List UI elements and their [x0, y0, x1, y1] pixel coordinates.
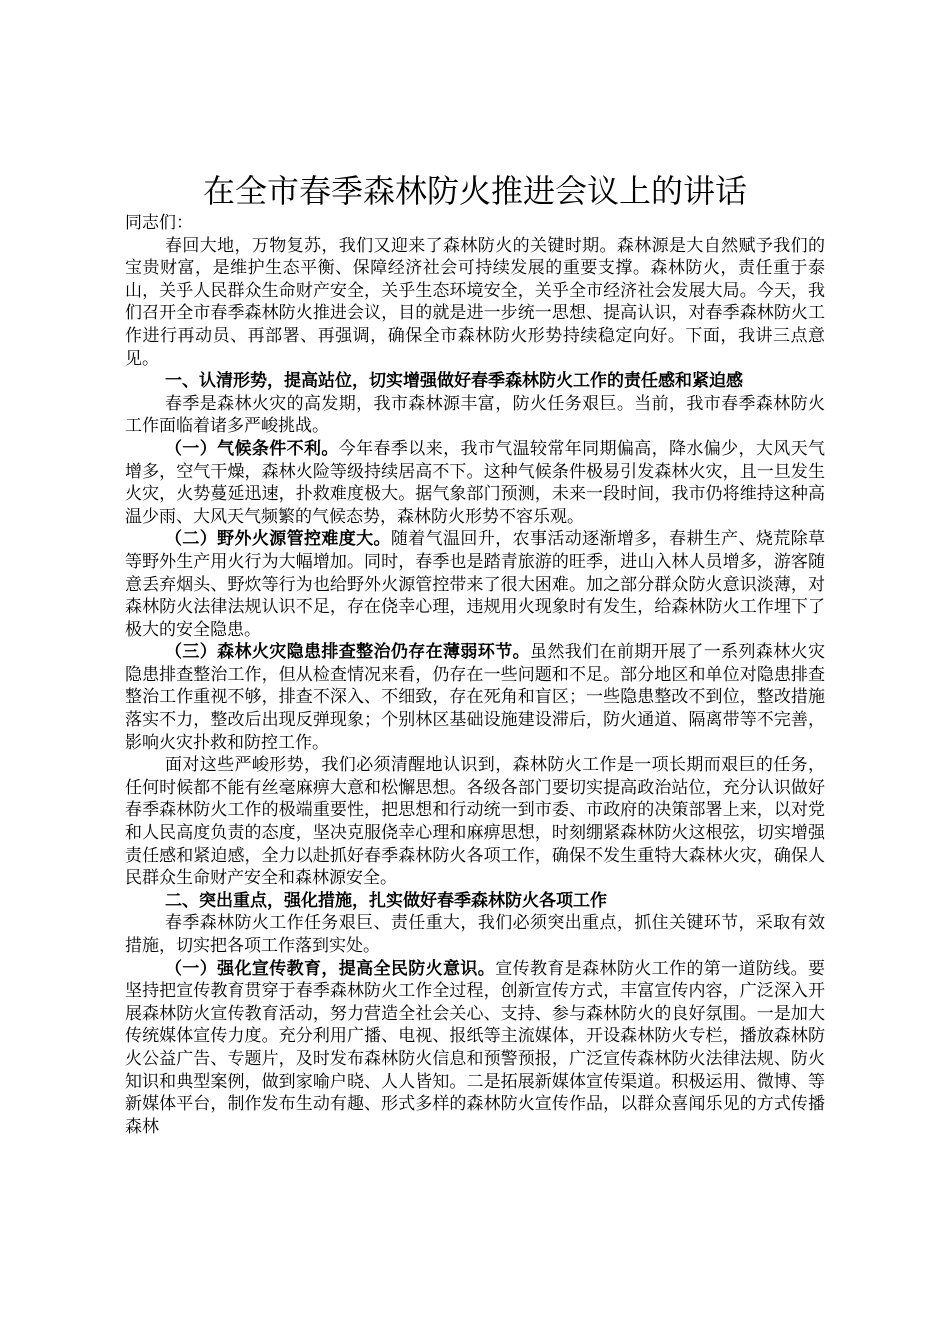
- paragraph-lead: （二）野外火源管控难度大。: [165, 529, 391, 550]
- paragraph-text: 今年春季以来，我市气温较常年同期偏高，降水偏少，大风天气增多，空气干燥，森林火险等级持续居高不下。这种气候条件极易引发森林火灾，且一旦发生火灾，火势蔓延迅速，扑救难度极大。据气象部门预测，未来一段时间，我市仍将维持这种高温少雨、大风天气频繁的气候态势，森林防火形势不容乐观。: [125, 438, 826, 527]
- paragraph: [125, 912, 825, 957]
- paragraph-lead: （一）强化宣传教育，提高全民防火意识。: [165, 958, 496, 979]
- paragraph-lead: （三）森林火灾隐患排查整治仍存在薄弱环节。: [165, 642, 530, 663]
- document-body: [125, 212, 825, 1138]
- paragraph-text: 春回大地，万物复苏，我们又迎来了森林防火的关键时期。森林源是大自然赋予我们的宝贵财富，是维护生态平衡、保障经济社会可持续发展的重要支撑。森林防火，责任重于泰山，关乎人民群众生命财产安全，关乎生态环境安全，关乎全市经济社会发展大局。今天，我们召开全市春季森林防火推进会议，目的就是进一步统一思想、提高认识，对春季森林防火工作进行再动员、再部署、再强调，确保全市森林防火形势持续稳定向好。下面，我讲三点意见。: [125, 235, 825, 369]
- paragraph: [125, 438, 825, 528]
- paragraph-lead: （一）气候条件不利。: [165, 438, 339, 459]
- paragraph: [125, 754, 825, 890]
- paragraph-text: 春季森林防火工作任务艰巨、责任重大，我们必须突出重点，抓住关键环节，采取有效措施，切实把各项工作落到实处。: [125, 913, 825, 956]
- paragraph: [125, 958, 825, 1139]
- paragraph-text: 面对这些严峻形势，我们必须清醒地认识到，森林防火工作是一项长期而艰巨的任务，任何时候都不能有丝毫麻痹大意和松懈思想。各级各部门要切实提高政治站位，充分认识做好春季森林防火工作的极端重要性，把思想和行动统一到市委、市政府的决策部署上来，以对党和人民高度负责的态度，坚决克服侥幸心理和麻痹思想，时刻绷紧森林防火这根弦，切实增强责任感和紧迫感，全力以赴抓好春季森林防火各项工作，确保不发生重特大森林火灾，确保人民群众生命财产安全和森林源安全。: [125, 755, 825, 889]
- paragraph: [125, 393, 825, 438]
- paragraph: [125, 528, 825, 641]
- section-heading: [125, 370, 825, 393]
- paragraph-text: 宣传教育是森林防火工作的第一道防线。要坚持把宣传教育贯穿于春季森林防火工作全过程，创新宣传方式，丰富宣传内容，广泛深入开展森林防火宣传教育活动，努力营造全社会关心、支持、参与森林防火的良好氛围。一是加大传统媒体宣传力度。充分利用广播、电视、报纸等主流媒体，开设森林防火专栏，播放森林防火公益广告、专题片，及时发布森林防火信息和预警预报，广泛宣传森林防火法律法规、防火知识和典型案例，做到家喻户晓、人人皆知。二是拓展新媒体宣传渠道。积极运用、微博、等新媒体平台，制作发布生动有趣、形式多样的森林防火宣传作品，以群众喜闻乐见的方式传播森林: [125, 958, 826, 1137]
- section-heading: [125, 890, 825, 913]
- paragraph-text: 虽然我们在前期开展了一系列森林火灾隐患排查整治工作，但从检查情况来看，仍存在一些问题和不足。部分地区和单位对隐患排查整治工作重视不够，排查不深入、不细致，存在死角和盲区；一些隐患整改不到位，整改措施落实不力，整改后出现反弹现象；个别林区基础设施建设滞后，防火通道、隔离带等不完善，影响火灾扑救和防控工作。: [125, 642, 826, 753]
- document-title: 在全市春季森林防火推进会议上的讲话: [202, 172, 747, 210]
- paragraph-text: 随着气温回升，农事活动逐渐增多，春耕生产、烧荒除草等野外生产用火行为大幅增加。同时，春季也是踏青旅游的旺季，进山入林人员增多，游客随意丢弃烟头、野炊等行为也给野外火源管控带来了很大困难。加之部分群众防火意识淡薄，对森林防火法律法规认识不足，存在侥幸心理，违规用火现象时有发生，给森林防火工作埋下了极大的安全隐患。: [125, 529, 826, 640]
- paragraph-text: 春季是森林火灾的高发期，我市森林源丰富，防火任务艰巨。当前，我市春季森林防火工作面临着诸多严峻挑战。: [125, 393, 825, 437]
- section-heading-text: 一、认清形势，提高站位，切实增强做好春季森林防火工作的责任感和紧迫感: [165, 371, 743, 392]
- paragraph: [125, 235, 825, 371]
- paragraph: [125, 641, 825, 754]
- section-heading-text: 二、突出重点，强化措施，扎实做好春季森林防火各项工作: [165, 890, 607, 911]
- salutation: 同志们：: [125, 213, 193, 233]
